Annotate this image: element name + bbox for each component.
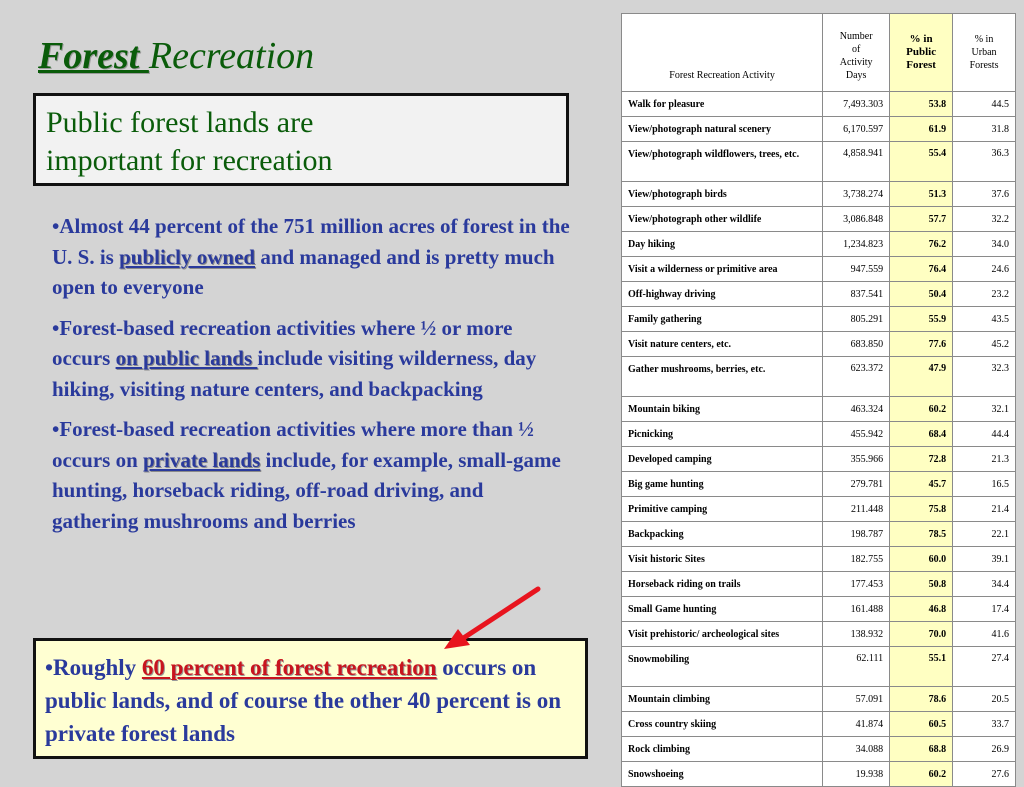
bullet-text: include visiting wilderness, day hiking, visiting nature centers, and backpacking bbox=[52, 346, 537, 401]
table-row bbox=[622, 497, 1016, 522]
public-pct-cell: 60.2 bbox=[890, 397, 953, 422]
table-row bbox=[622, 182, 1016, 207]
activity-cell: Day hiking bbox=[622, 232, 823, 257]
urban-pct-cell: 32.2 bbox=[953, 207, 1016, 232]
public-pct-cell: 55.1 bbox=[890, 647, 953, 687]
activity-cell: Picnicking bbox=[622, 422, 823, 447]
title-word-recreation: Recreation bbox=[148, 35, 315, 77]
urban-pct-cell: 27.4 bbox=[953, 647, 1016, 687]
bullet-item bbox=[52, 211, 572, 303]
activity-cell: Visit nature centers, etc. bbox=[622, 332, 823, 357]
subtitle-box bbox=[33, 93, 569, 186]
activity-cell: View/photograph birds bbox=[622, 182, 823, 207]
table-row bbox=[622, 332, 1016, 357]
table-row bbox=[622, 282, 1016, 307]
activity-cell: Big game hunting bbox=[622, 472, 823, 497]
urban-pct-cell: 36.3 bbox=[953, 142, 1016, 182]
activity-cell: Horseback riding on trails bbox=[622, 572, 823, 597]
public-pct-cell: 53.8 bbox=[890, 92, 953, 117]
highlight-text: private lands bbox=[143, 447, 261, 472]
activity-cell: Snowshoeing bbox=[622, 762, 823, 787]
public-pct-cell: 50.8 bbox=[890, 572, 953, 597]
table-row bbox=[622, 92, 1016, 117]
activity-cell: Small Game hunting bbox=[622, 597, 823, 622]
urban-pct-cell: 23.2 bbox=[953, 282, 1016, 307]
urban-pct-cell: 27.6 bbox=[953, 762, 1016, 787]
public-pct-cell: 47.9 bbox=[890, 357, 953, 397]
public-pct-cell: 45.7 bbox=[890, 472, 953, 497]
bullet-item bbox=[52, 313, 572, 405]
days-cell: 4,858.941 bbox=[823, 142, 890, 182]
public-pct-cell: 78.5 bbox=[890, 522, 953, 547]
days-cell: 947.559 bbox=[823, 257, 890, 282]
table-row bbox=[622, 472, 1016, 497]
subtitle-line: Public forest lands are bbox=[46, 106, 314, 139]
urban-pct-cell: 32.1 bbox=[953, 397, 1016, 422]
header-line: Number bbox=[839, 31, 873, 42]
table-row bbox=[622, 232, 1016, 257]
callout-text: •Roughly bbox=[45, 655, 142, 680]
table-row bbox=[622, 257, 1016, 282]
urban-pct-cell: 17.4 bbox=[953, 597, 1016, 622]
public-pct-cell: 51.3 bbox=[890, 182, 953, 207]
activity-cell: Visit a wilderness or primitive area bbox=[622, 257, 823, 282]
activity-cell: Backpacking bbox=[622, 522, 823, 547]
days-cell: 1,234.823 bbox=[823, 232, 890, 257]
header-line: Public bbox=[906, 46, 937, 58]
table-header-row bbox=[622, 14, 1016, 92]
days-cell: 57.091 bbox=[823, 687, 890, 712]
urban-pct-cell: 44.5 bbox=[953, 92, 1016, 117]
public-pct-cell: 70.0 bbox=[890, 622, 953, 647]
table-row bbox=[622, 117, 1016, 142]
public-pct-cell: 50.4 bbox=[890, 282, 953, 307]
public-pct-cell: 60.5 bbox=[890, 712, 953, 737]
urban-pct-cell: 20.5 bbox=[953, 687, 1016, 712]
public-pct-cell: 60.0 bbox=[890, 547, 953, 572]
callout-box bbox=[33, 638, 588, 759]
public-pct-cell: 76.4 bbox=[890, 257, 953, 282]
activity-cell: Rock climbing bbox=[622, 737, 823, 762]
table-row bbox=[622, 737, 1016, 762]
days-cell: 3,086.848 bbox=[823, 207, 890, 232]
days-cell: 3,738.274 bbox=[823, 182, 890, 207]
urban-pct-cell: 43.5 bbox=[953, 307, 1016, 332]
bullet-text: and managed and is pretty much open to everyone bbox=[52, 244, 555, 299]
days-cell: 211.448 bbox=[823, 497, 890, 522]
bullet-text: •Forest-based recreation activities where ½ or more occurs bbox=[52, 315, 513, 370]
days-cell: 683.850 bbox=[823, 332, 890, 357]
urban-pct-cell: 21.3 bbox=[953, 447, 1016, 472]
header-urban-forests bbox=[953, 14, 1016, 92]
urban-pct-cell: 21.4 bbox=[953, 497, 1016, 522]
header-line: Forest bbox=[906, 59, 936, 71]
days-cell: 41.874 bbox=[823, 712, 890, 737]
activity-cell: View/photograph natural scenery bbox=[622, 117, 823, 142]
header-line: Forests bbox=[969, 60, 999, 71]
public-pct-cell: 77.6 bbox=[890, 332, 953, 357]
activity-cell: Mountain climbing bbox=[622, 687, 823, 712]
days-cell: 623.372 bbox=[823, 357, 890, 397]
days-cell: 177.453 bbox=[823, 572, 890, 597]
public-pct-cell: 68.4 bbox=[890, 422, 953, 447]
days-cell: 182.755 bbox=[823, 547, 890, 572]
table-row bbox=[622, 712, 1016, 737]
days-cell: 805.291 bbox=[823, 307, 890, 332]
urban-pct-cell: 34.0 bbox=[953, 232, 1016, 257]
activity-cell: Gather mushrooms, berries, etc. bbox=[622, 357, 823, 397]
activity-cell: Mountain biking bbox=[622, 397, 823, 422]
days-cell: 34.088 bbox=[823, 737, 890, 762]
public-pct-cell: 55.9 bbox=[890, 307, 953, 332]
public-pct-cell: 57.7 bbox=[890, 207, 953, 232]
table-row bbox=[622, 572, 1016, 597]
urban-pct-cell: 31.8 bbox=[953, 117, 1016, 142]
bullet-text: include, for example, small-game hunting, horseback riding, off-road driving, and gathering mushrooms and berries bbox=[52, 447, 561, 533]
days-cell: 355.966 bbox=[823, 447, 890, 472]
urban-pct-cell: 37.6 bbox=[953, 182, 1016, 207]
table-row bbox=[622, 622, 1016, 647]
table-row bbox=[622, 687, 1016, 712]
table-row bbox=[622, 357, 1016, 397]
table-row bbox=[622, 307, 1016, 332]
public-pct-cell: 75.8 bbox=[890, 497, 953, 522]
activity-cell: Family gathering bbox=[622, 307, 823, 332]
table-row bbox=[622, 397, 1016, 422]
urban-pct-cell: 39.1 bbox=[953, 547, 1016, 572]
days-cell: 7,493.303 bbox=[823, 92, 890, 117]
header-line: Days bbox=[845, 70, 867, 81]
table-row bbox=[622, 447, 1016, 472]
highlight-text: on public lands bbox=[115, 346, 258, 370]
table-row bbox=[622, 762, 1016, 787]
header-line: of bbox=[851, 44, 861, 55]
red-arrow-icon bbox=[440, 585, 550, 655]
urban-pct-cell: 44.4 bbox=[953, 422, 1016, 447]
activity-cell: Cross country skiing bbox=[622, 712, 823, 737]
header-line: Activity bbox=[839, 57, 873, 68]
activity-cell: Visit historic Sites bbox=[622, 547, 823, 572]
activity-cell: Snowmobiling bbox=[622, 647, 823, 687]
public-pct-cell: 68.8 bbox=[890, 737, 953, 762]
days-cell: 455.942 bbox=[823, 422, 890, 447]
header-public-forest bbox=[890, 14, 953, 92]
bullet-text: •Forest-based recreation activities where more than ½ occurs on bbox=[52, 417, 534, 472]
header-line: Urban bbox=[971, 47, 997, 58]
days-cell: 19.938 bbox=[823, 762, 890, 787]
table-row bbox=[622, 522, 1016, 547]
table-row bbox=[622, 647, 1016, 687]
urban-pct-cell: 41.6 bbox=[953, 622, 1016, 647]
activity-cell: Visit prehistoric/ archeological sites bbox=[622, 622, 823, 647]
highlight-text: publicly owned bbox=[119, 244, 256, 269]
days-cell: 198.787 bbox=[823, 522, 890, 547]
urban-pct-cell: 24.6 bbox=[953, 257, 1016, 282]
activity-cell: Primitive camping bbox=[622, 497, 823, 522]
activity-cell: Developed camping bbox=[622, 447, 823, 472]
header-activity: Forest Recreation Activity bbox=[622, 14, 823, 92]
subtitle-line: important for recreation bbox=[46, 144, 333, 177]
activity-cell: Walk for pleasure bbox=[622, 92, 823, 117]
public-pct-cell: 72.8 bbox=[890, 447, 953, 472]
days-cell: 837.541 bbox=[823, 282, 890, 307]
days-cell: 161.488 bbox=[823, 597, 890, 622]
table-body bbox=[622, 92, 1016, 787]
urban-pct-cell: 34.4 bbox=[953, 572, 1016, 597]
urban-pct-cell: 32.3 bbox=[953, 357, 1016, 397]
bullet-text: •Almost 44 percent of the 751 million acres of forest in the U. S. is bbox=[52, 214, 570, 269]
public-pct-cell: 46.8 bbox=[890, 597, 953, 622]
activity-cell: Off-highway driving bbox=[622, 282, 823, 307]
bullet-list bbox=[52, 211, 572, 546]
urban-pct-cell: 33.7 bbox=[953, 712, 1016, 737]
days-cell: 6,170.597 bbox=[823, 117, 890, 142]
header-line: % in bbox=[909, 33, 933, 45]
table-row bbox=[622, 597, 1016, 622]
public-pct-cell: 60.2 bbox=[890, 762, 953, 787]
header-line: % in bbox=[974, 34, 994, 45]
table-row bbox=[622, 207, 1016, 232]
days-cell: 279.781 bbox=[823, 472, 890, 497]
urban-pct-cell: 16.5 bbox=[953, 472, 1016, 497]
slide-title bbox=[38, 34, 314, 78]
days-cell: 463.324 bbox=[823, 397, 890, 422]
bullet-item bbox=[52, 414, 572, 536]
callout-text: occurs on public lands, and of course the other 40 percent is on private forest lands bbox=[45, 655, 562, 746]
public-pct-cell: 61.9 bbox=[890, 117, 953, 142]
days-cell: 138.932 bbox=[823, 622, 890, 647]
public-pct-cell: 78.6 bbox=[890, 687, 953, 712]
title-word-forest: Forest bbox=[38, 35, 149, 77]
recreation-table bbox=[621, 13, 1016, 787]
urban-pct-cell: 22.1 bbox=[953, 522, 1016, 547]
table-row bbox=[622, 547, 1016, 572]
callout-highlight: 60 percent of forest recreation bbox=[141, 655, 437, 680]
urban-pct-cell: 26.9 bbox=[953, 737, 1016, 762]
urban-pct-cell: 45.2 bbox=[953, 332, 1016, 357]
activity-cell: View/photograph wildflowers, trees, etc. bbox=[622, 142, 823, 182]
table-row bbox=[622, 142, 1016, 182]
days-cell: 62.111 bbox=[823, 647, 890, 687]
public-pct-cell: 55.4 bbox=[890, 142, 953, 182]
table-row bbox=[622, 422, 1016, 447]
public-pct-cell: 76.2 bbox=[890, 232, 953, 257]
activity-cell: View/photograph other wildlife bbox=[622, 207, 823, 232]
header-activity-days bbox=[823, 14, 890, 92]
